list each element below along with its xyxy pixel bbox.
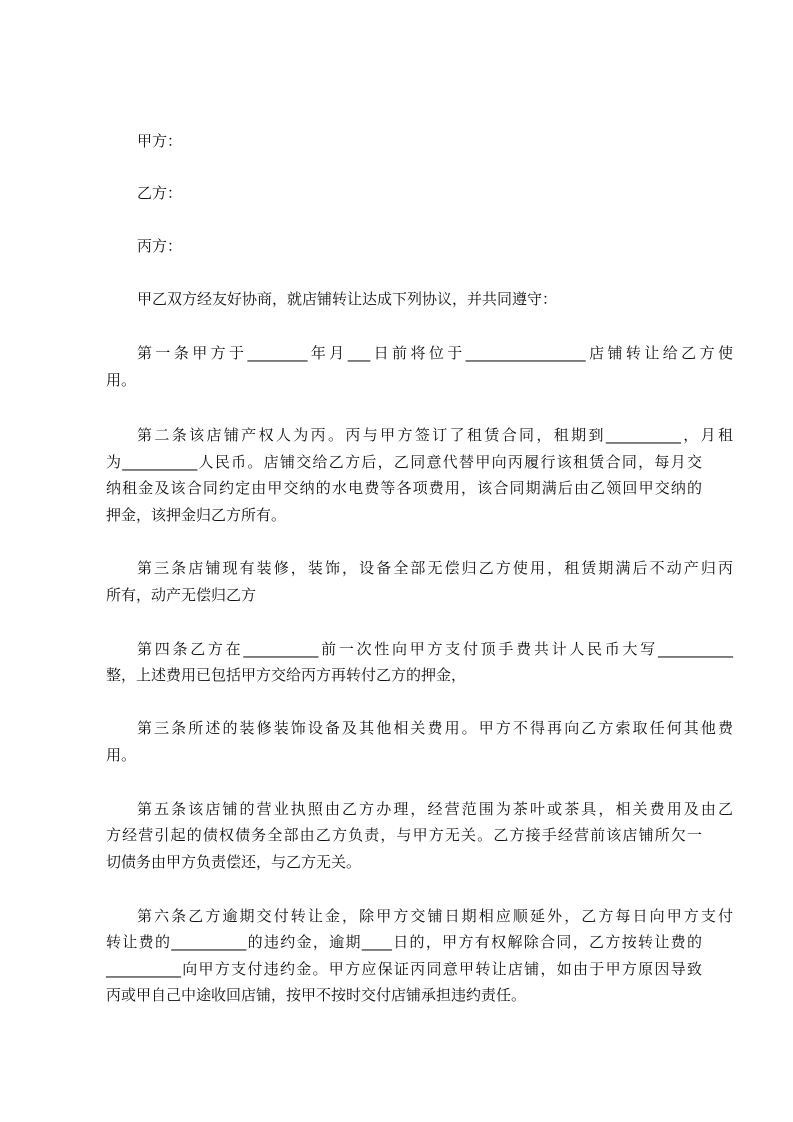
article3-line1: 第三条店铺现有装修，装饰，设备全部无偿归乙方使用，租赁期满后不动产归丙 [137, 559, 733, 577]
article6-line4: 丙或甲自己中途收回店铺，按甲不按时交付店铺承担违约责任。 [106, 986, 527, 1004]
party-c-label: 丙方： [137, 237, 183, 255]
article2-line1: 第二条该店铺产权人为丙。丙与甲方签订了租赁合同，租期到__________，月租 [137, 426, 733, 444]
article1-line2: 用。 [106, 371, 137, 389]
article5-line1: 第五条该店铺的营业执照由乙方办理，经营范围为茶叶或茶具，相关费用及由乙 [137, 800, 733, 818]
article2-line3: 纳租金及该合同约定由甲交纳的水电费等各项费用，该合同期满后由乙领回甲交纳的 [106, 479, 702, 497]
article3-line2: 所有，动产无偿归乙方 [106, 586, 257, 604]
article6-line1: 第六条乙方逾期交付转让金，除甲方交铺日期相应顺延外，乙方每日向甲方支付 [137, 907, 733, 925]
article4-line1: 第四条乙方在__________前一次性向甲方支付顶手费共计人民币大写__________ [137, 640, 733, 658]
article2-line2: 为__________人民币。店铺交给乙方后，乙同意代替甲向丙履行该租赁合同，每月交 [106, 453, 702, 471]
article3b-line1: 第三条所述的装修装饰设备及其他相关费用。甲方不得再向乙方索取任何其他费 [137, 719, 733, 737]
article3b-line2: 用。 [106, 746, 137, 764]
intro-paragraph: 甲乙双方经友好协商，就店铺转让达成下列协议，并共同遵守： [137, 290, 558, 308]
article6-line3: __________向甲方支付违约金。甲方应保证丙同意甲转让店铺，如由于甲方原因导致 [106, 960, 702, 978]
party-a-label: 甲方： [137, 132, 183, 150]
article5-line3: 切债务由甲方负责偿还，与乙方无关。 [106, 853, 362, 871]
article6-line2: 转让费的__________的违约金，逾期____日的，甲方有权解除合同，乙方按转让费的 [106, 933, 702, 951]
article2-line4: 押金，该押金归乙方所有。 [106, 506, 287, 524]
article5-line2: 方经营引起的债权债务全部由乙方负责，与甲方无关。乙方接手经营前该店铺所欠一 [106, 826, 702, 844]
party-b-label: 乙方： [137, 184, 183, 202]
article1-line1: 第一条甲方于________年月___日前将位于________________店铺转让给乙方使 [137, 344, 733, 362]
article4-line2: 整，上述费用已包括甲方交给丙方再转付乙方的押金， [106, 666, 467, 684]
